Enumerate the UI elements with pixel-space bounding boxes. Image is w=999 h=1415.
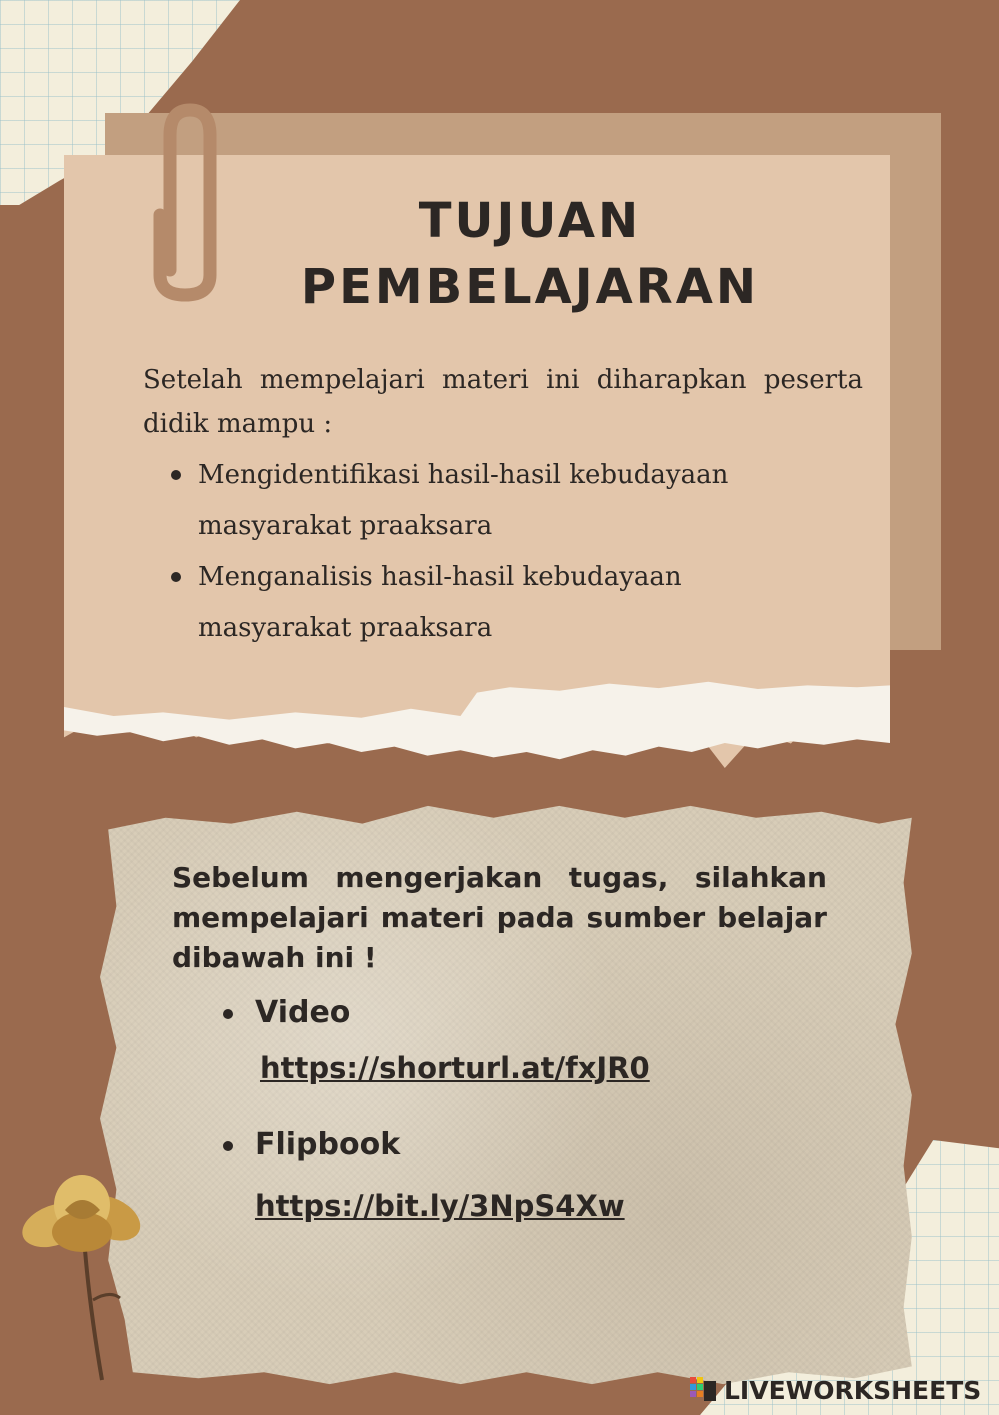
brand-footer (690, 1375, 981, 1405)
video-link[interactable]: https://shorturl.at/fxJR0 (260, 1051, 650, 1085)
objective-item: Mengidentifikasi hasil-hasil kebudayaan masyarakat praaksara (198, 450, 838, 552)
resource-label: Flipbook (255, 1127, 401, 1162)
resource-item-video (255, 993, 815, 1090)
flipbook-link[interactable]: https://bit.ly/3NpS4Xw (255, 1189, 625, 1223)
liveworksheets-logo-icon (690, 1377, 718, 1403)
objectives-intro: Setelah mempelajari materi ini diharapkan peserta didik mampu : (143, 365, 863, 439)
resource-label: Video (255, 995, 351, 1030)
resources-list (255, 993, 815, 1228)
title-line-1: TUJUAN (418, 193, 642, 249)
objective-item: Menganalisis hasil-hasil kebudayaan masyarakat praaksara (198, 552, 838, 654)
paperclip-icon (140, 95, 250, 310)
dried-flower-icon (10, 1170, 160, 1390)
brand-name: LIVEWORKSHEETS (724, 1375, 982, 1405)
resources-instruction: Sebelum mengerjakan tugas, silahkan mempelajari materi pada sumber belajar dibawah ini ! (172, 861, 827, 974)
page-title (260, 188, 800, 320)
title-line-2: PEMBELAJARAN (300, 259, 760, 315)
resource-item-flipbook (255, 1125, 815, 1228)
objectives-list (198, 450, 838, 654)
